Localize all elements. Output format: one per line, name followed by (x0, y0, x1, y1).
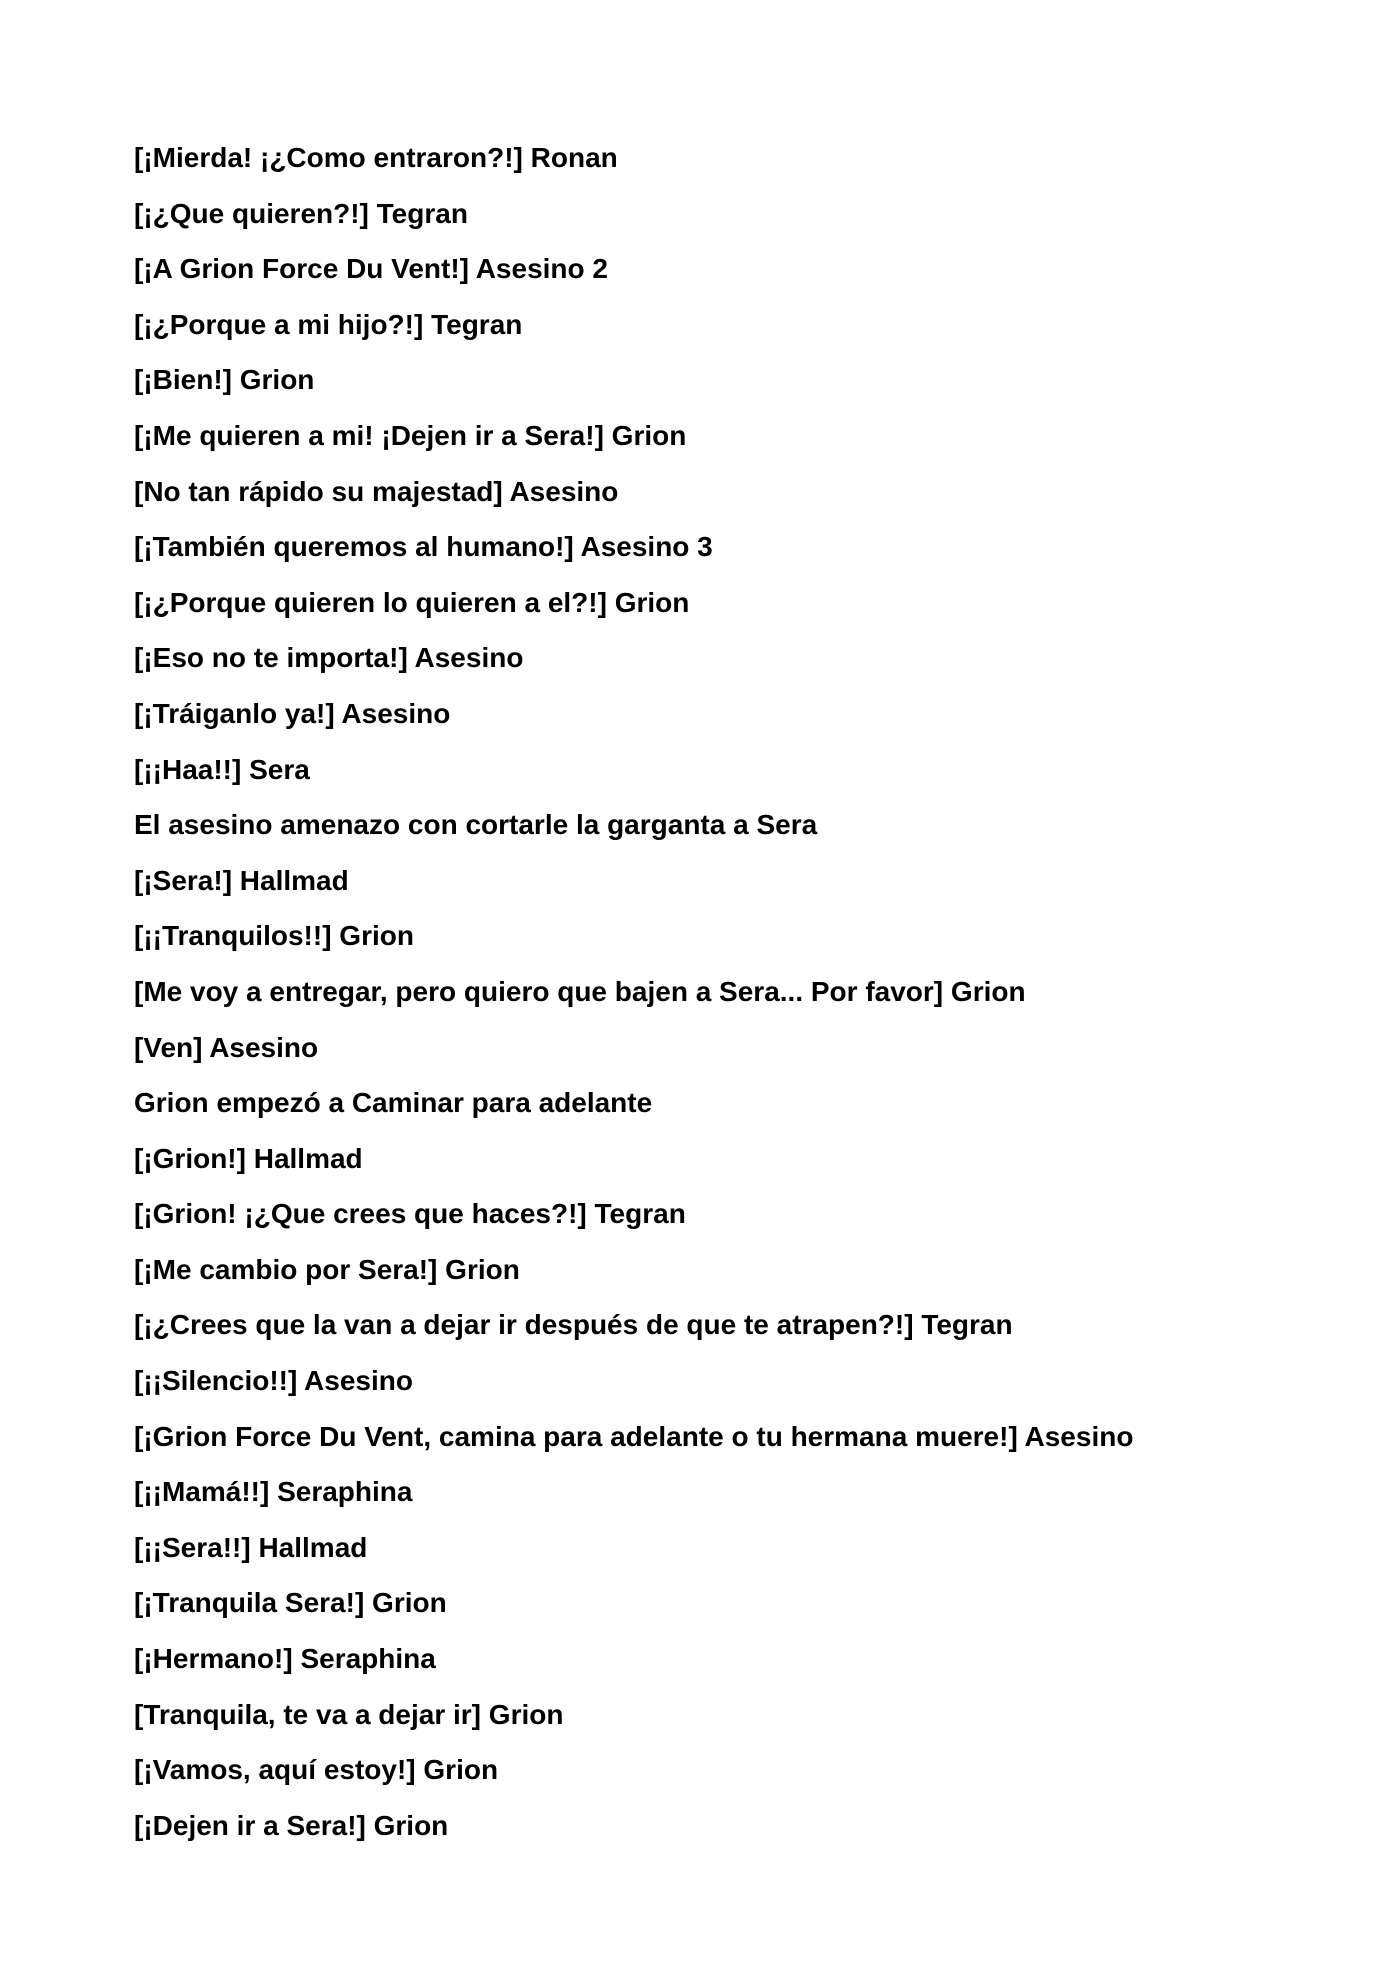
dialogue-line: [¡¡Tranquilos!!] Grion (134, 920, 414, 952)
dialogue-line: [¡¡Silencio!!] Asesino (134, 1365, 413, 1397)
dialogue-line: [¡¿Que quieren?!] Tegran (134, 197, 468, 229)
dialogue-line: [¡También queremos al humano!] Asesino 3 (134, 531, 713, 563)
dialogue-line: [¡Vamos, aquí estoy!] Grion (134, 1754, 499, 1786)
dialogue-line: [¡Grion! ¡¿Que crees que haces?!] Tegran (134, 1198, 686, 1230)
dialogue-line: [No tan rápido su majestad] Asesino (134, 475, 619, 507)
dialogue-line: [¡¿Crees que la van a dejar ir después de que te atrapen?!] Tegran (134, 1309, 1013, 1341)
dialogue-lines (134, 130, 1314, 1853)
dialogue-line: [¡Me quieren a mi! ¡Dejen ir a Sera!] Grion (134, 419, 687, 451)
dialogue-line: [¡Dejen ir a Sera!] Grion (134, 1809, 449, 1841)
dialogue-line: [¡¡Mamá!!] Seraphina (134, 1476, 413, 1508)
dialogue-line: [¡Bien!] Grion (134, 364, 315, 396)
dialogue-line: [¡Sera!] Hallmad (134, 864, 349, 896)
dialogue-line: [¡Grion!] Hallmad (134, 1142, 363, 1174)
dialogue-line: [¡Tranquila Sera!] Grion (134, 1587, 447, 1619)
narration-line: Grion empezó a Caminar para adelante (134, 1087, 653, 1119)
dialogue-line: [¡Mierda! ¡¿Como entraron?!] Ronan (134, 142, 618, 173)
dialogue-line: [¡Hermano!] Seraphina (134, 1643, 436, 1675)
dialogue-line: [¡Eso no te importa!] Asesino (134, 642, 524, 674)
dialogue-line: [¡Me cambio por Sera!] Grion (134, 1253, 520, 1285)
dialogue-line: [Me voy a entregar, pero quiero que bajen a Sera... Por favor] Grion (134, 975, 1026, 1007)
dialogue-line: [¡¡Sera!!] Hallmad (134, 1531, 368, 1563)
dialogue-line: [¡Tráiganlo ya!] Asesino (134, 697, 451, 729)
dialogue-line: [¡¡Haa!!] Sera (134, 753, 310, 785)
dialogue-line: [Ven] Asesino (134, 1031, 319, 1063)
dialogue-line: [Tranquila, te va a dejar ir] Grion (134, 1698, 564, 1730)
dialogue-line: [¡A Grion Force Du Vent!] Asesino 2 (134, 253, 608, 285)
narration-line: El asesino amenazo con cortarle la garganta a Sera (134, 809, 818, 841)
dialogue-line: [¡Grion Force Du Vent, camina para adelante o tu hermana muere!] Asesino (134, 1420, 1134, 1452)
dialogue-line: [¡¿Porque a mi hijo?!] Tegran (134, 308, 523, 340)
dialogue-line: [¡¿Porque quieren lo quieren a el?!] Grion (134, 586, 690, 618)
